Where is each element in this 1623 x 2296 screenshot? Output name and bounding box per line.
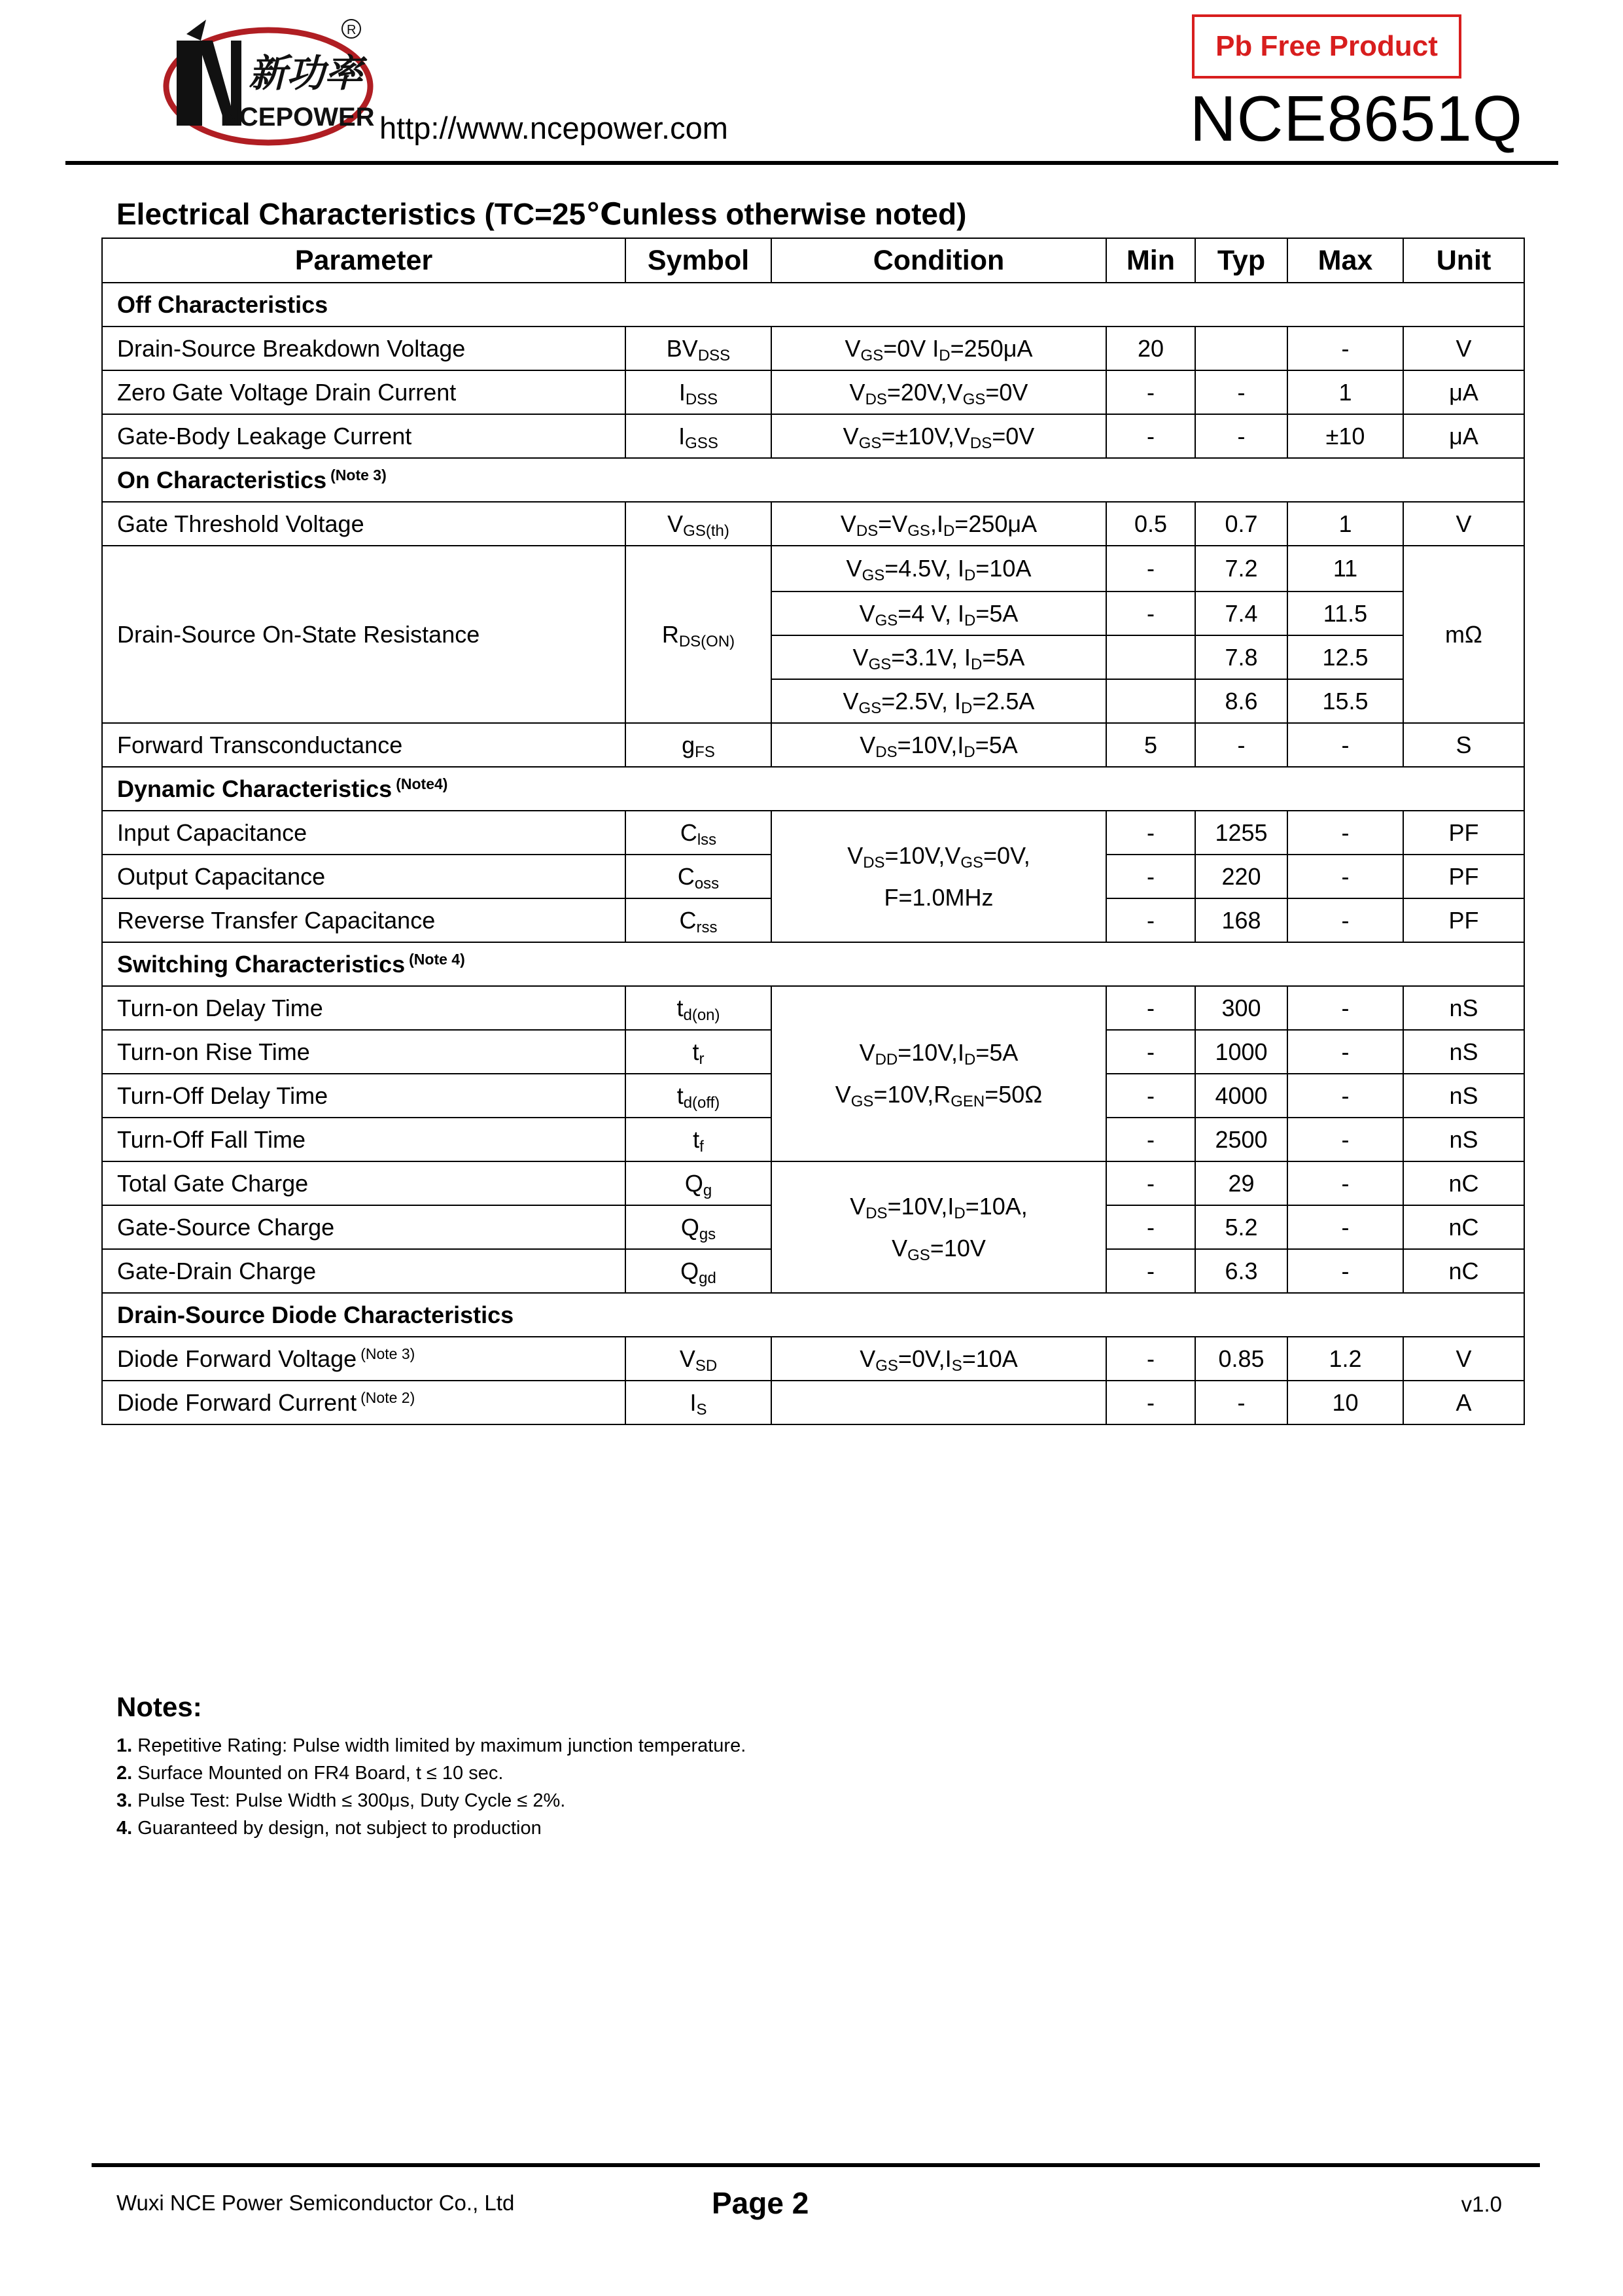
footer-page-number: Page 2 (712, 2186, 809, 2220)
condition-cell: $V_{DS}=20V,V_{GS}=0V$ (771, 370, 1106, 414)
table-row (102, 723, 1524, 767)
typ-cell: 5.2 (1195, 1205, 1287, 1249)
condition-cell: $V_{GS}=3.1V$, $I_D=5A$ (771, 635, 1106, 679)
param-cell: Turn-Off Delay Time (102, 1074, 625, 1118)
footer-version: v1.0 (1461, 2192, 1502, 2216)
typ-cell: 6.3 (1195, 1249, 1287, 1293)
header-parameter: Parameter (102, 238, 625, 283)
unit-cell: nS (1403, 986, 1524, 1030)
max-cell: 1.2 (1287, 1337, 1403, 1381)
condition-cell: $V_{DS}=10V,V_{GS}=0V$, F=1.0MHz (771, 811, 1106, 942)
table-row (102, 546, 1524, 592)
param-cell: Drain-Source Breakdown Voltage (102, 327, 625, 370)
min-cell: - (1106, 592, 1195, 635)
svg-text:NCEPOWER: NCEPOWER (220, 103, 375, 132)
section-note: (Note4) (396, 775, 448, 792)
min-cell: - (1106, 1249, 1195, 1293)
symbol-cell: $g_{FS}$ (625, 723, 771, 767)
min-cell: - (1106, 811, 1195, 855)
param-cell: Gate Threshold Voltage (102, 502, 625, 546)
max-cell: 11 (1287, 546, 1403, 592)
param-note: (Note 3) (360, 1345, 415, 1362)
unit-cell: nC (1403, 1161, 1524, 1205)
symbol-cell: $I_{DSS}$ (625, 370, 771, 414)
max-cell: - (1287, 811, 1403, 855)
max-cell: 1 (1287, 502, 1403, 546)
min-cell: 20 (1106, 327, 1195, 370)
min-cell: - (1106, 370, 1195, 414)
section-label: Dynamic Characteristics (117, 775, 393, 802)
max-cell: - (1287, 986, 1403, 1030)
typ-cell: 1000 (1195, 1030, 1287, 1074)
svg-text:新功率: 新功率 (249, 51, 363, 96)
min-cell: - (1106, 1381, 1195, 1424)
unit-cell: PF (1403, 811, 1524, 855)
symbol-cell: $I_S$ (625, 1381, 771, 1424)
param-note: (Note 2) (360, 1388, 415, 1406)
max-cell: 10 (1287, 1381, 1403, 1424)
param-cell: Turn-on Rise Time (102, 1030, 625, 1074)
symbol-cell: $I_{GSS}$ (625, 414, 771, 458)
website-url[interactable]: http://www.ncepower.com (379, 111, 728, 145)
typ-cell: 7.4 (1195, 592, 1287, 635)
table-row (102, 811, 1524, 855)
condition-cell: $V_{GS}=0V$ $I_D=250\mu A$ (771, 327, 1106, 370)
max-cell: - (1287, 723, 1403, 767)
condition-cell: $V_{DS}=10V,I_D=5A$ (771, 723, 1106, 767)
note-item: 2. Surface Mounted on FR4 Board, t ≤ 10 sec. (116, 1763, 504, 1784)
condition-cell: $V_{DS}=V_{GS},I_D=250\mu A$ (771, 502, 1106, 546)
min-cell: - (1106, 1030, 1195, 1074)
symbol-cell: $C_{rss}$ (625, 898, 771, 942)
symbol-cell: $Q_{gs}$ (625, 1205, 771, 1249)
section-row-diode (102, 1293, 1524, 1337)
section-row-on (102, 458, 1524, 502)
symbol-cell: $C_{oss}$ (625, 855, 771, 898)
table-row (102, 1337, 1524, 1381)
condition-cell: $V_{GS}=4$ V, $I_D=5A$ (771, 592, 1106, 635)
param-cell: Diode Forward Current $^{(Note 2)}$ (102, 1381, 625, 1424)
symbol-cell: $Q_{gd}$ (625, 1249, 771, 1293)
section-row-off (102, 283, 1524, 327)
condition-cell: $V_{DS}=10V,I_D=10A$, $V_{GS}=10V$ (771, 1161, 1106, 1293)
typ-cell: 0.85 (1195, 1337, 1287, 1381)
min-cell: - (1106, 855, 1195, 898)
note-item: 4. Guaranteed by design, not subject to production (116, 1818, 542, 1839)
min-cell: - (1106, 898, 1195, 942)
section-label: On Characteristics (117, 466, 327, 493)
unit-cell: nC (1403, 1249, 1524, 1293)
min-cell: - (1106, 1161, 1195, 1205)
svg-text:R: R (347, 23, 357, 37)
table-row (102, 986, 1524, 1030)
header-symbol: Symbol (625, 238, 771, 283)
typ-cell: 29 (1195, 1161, 1287, 1205)
min-cell: 5 (1106, 723, 1195, 767)
max-cell: - (1287, 1074, 1403, 1118)
unit-cell: S (1403, 723, 1524, 767)
param-cell: Gate-Drain Charge (102, 1249, 625, 1293)
param-cell: Total Gate Charge (102, 1161, 625, 1205)
unit-cell: PF (1403, 855, 1524, 898)
typ-cell: 168 (1195, 898, 1287, 942)
min-cell: - (1106, 1337, 1195, 1381)
min-cell: - (1106, 414, 1195, 458)
header-typ: Typ (1195, 238, 1287, 283)
symbol-cell: $BV_{DSS}$ (625, 327, 771, 370)
unit-cell: μA (1403, 370, 1524, 414)
header-max: Max (1287, 238, 1403, 283)
symbol-cell: $C_{lss}$ (625, 811, 771, 855)
max-cell: - (1287, 855, 1403, 898)
table-row (102, 1161, 1524, 1205)
unit-cell: V (1403, 502, 1524, 546)
ncepower-logo (160, 14, 376, 149)
symbol-cell: $t_{d(off)}$ (625, 1074, 771, 1118)
table-row (102, 327, 1524, 370)
part-number: NCE8651Q (1189, 82, 1523, 154)
section-title: Electrical Characteristics (TC=25℃unless otherwise noted) (116, 197, 967, 231)
unit-cell: nC (1403, 1205, 1524, 1249)
condition-cell: $V_{DD}=10V,I_D=5A$ $V_{GS}=10V,R_{GEN}=50\Omega$ (771, 986, 1106, 1161)
unit-cell: V (1403, 327, 1524, 370)
max-cell: - (1287, 1161, 1403, 1205)
typ-cell: 7.8 (1195, 635, 1287, 679)
typ-cell: 8.6 (1195, 679, 1287, 723)
typ-cell (1195, 327, 1287, 370)
max-cell: 11.5 (1287, 592, 1403, 635)
typ-cell: - (1195, 1381, 1287, 1424)
min-cell: - (1106, 986, 1195, 1030)
max-cell: 1 (1287, 370, 1403, 414)
param-cell: Diode Forward Voltage $^{(Note 3)}$ (102, 1337, 625, 1381)
section-row-dynamic (102, 767, 1524, 811)
typ-cell: 7.2 (1195, 546, 1287, 592)
symbol-cell: $V_{GS(th)}$ (625, 502, 771, 546)
header-divider (65, 161, 1558, 165)
min-cell: - (1106, 546, 1195, 592)
unit-cell: nS (1403, 1030, 1524, 1074)
note-item: 1. Repetitive Rating: Pulse width limited by maximum junction temperature. (116, 1735, 746, 1756)
param-cell: Output Capacitance (102, 855, 625, 898)
param-cell: Turn-on Delay Time (102, 986, 625, 1030)
typ-cell: - (1195, 414, 1287, 458)
unit-cell: A (1403, 1381, 1524, 1424)
unit-cell: nS (1403, 1118, 1524, 1161)
symbol-cell: $V_{SD}$ (625, 1337, 771, 1381)
symbol-cell: $R_{DS(ON)}$ (625, 546, 771, 723)
table-row (102, 370, 1524, 414)
typ-cell: 300 (1195, 986, 1287, 1030)
typ-cell: 220 (1195, 855, 1287, 898)
unit-cell: V (1403, 1337, 1524, 1381)
unit-cell: nS (1403, 1074, 1524, 1118)
section-note: (Note 4) (409, 950, 465, 968)
min-cell: - (1106, 1118, 1195, 1161)
min-cell (1106, 679, 1195, 723)
max-cell: - (1287, 1205, 1403, 1249)
notes-title: Notes: (116, 1691, 202, 1722)
condition-cell: $V_{GS}=4.5V$, $I_D=10A$ (771, 546, 1106, 592)
section-label: Drain-Source Diode Characteristics (117, 1301, 514, 1328)
typ-cell: 0.7 (1195, 502, 1287, 546)
symbol-cell: $Q_g$ (625, 1161, 771, 1205)
header-condition: Condition (771, 238, 1106, 283)
typ-cell: 4000 (1195, 1074, 1287, 1118)
typ-cell: - (1195, 723, 1287, 767)
param-cell: Gate-Body Leakage Current (102, 414, 625, 458)
max-cell: 15.5 (1287, 679, 1403, 723)
min-cell: 0.5 (1106, 502, 1195, 546)
typ-cell: - (1195, 370, 1287, 414)
header-min: Min (1106, 238, 1195, 283)
param-cell: Reverse Transfer Capacitance (102, 898, 625, 942)
section-row-switching (102, 942, 1524, 986)
symbol-cell: $t_{d(on)}$ (625, 986, 771, 1030)
param-cell: Input Capacitance (102, 811, 625, 855)
condition-cell: $V_{GS}=\pm 10V,V_{DS}=0V$ (771, 414, 1106, 458)
table-header-row (102, 238, 1524, 283)
table-row (102, 414, 1524, 458)
pb-free-badge: Pb Free Product (1192, 14, 1461, 79)
note-item: 3. Pulse Test: Pulse Width ≤ 300μs, Duty Cycle ≤ 2%. (116, 1790, 566, 1811)
section-label: Off Characteristics (117, 291, 328, 318)
min-cell (1106, 635, 1195, 679)
unit-cell: μA (1403, 414, 1524, 458)
max-cell: - (1287, 327, 1403, 370)
max-cell: ±10 (1287, 414, 1403, 458)
min-cell: - (1106, 1074, 1195, 1118)
footer-company: Wuxi NCE Power Semiconductor Co., Ltd (116, 2191, 515, 2215)
symbol-cell: $t_f$ (625, 1118, 771, 1161)
max-cell: - (1287, 1118, 1403, 1161)
param-cell: Drain-Source On-State Resistance (102, 546, 625, 723)
param-cell: Turn-Off Fall Time (102, 1118, 625, 1161)
max-cell: - (1287, 1030, 1403, 1074)
table-row (102, 1381, 1524, 1424)
electrical-characteristics-table (101, 238, 1525, 1425)
typ-cell: 2500 (1195, 1118, 1287, 1161)
min-cell: - (1106, 1205, 1195, 1249)
header-unit: Unit (1403, 238, 1524, 283)
table-row (102, 502, 1524, 546)
param-cell: Forward Transconductance (102, 723, 625, 767)
param-cell: Gate-Source Charge (102, 1205, 625, 1249)
unit-cell: mΩ (1403, 546, 1524, 723)
max-cell: 12.5 (1287, 635, 1403, 679)
condition-cell (771, 1381, 1106, 1424)
notes-list (116, 1732, 746, 1842)
unit-cell: PF (1403, 898, 1524, 942)
param-cell: Zero Gate Voltage Drain Current (102, 370, 625, 414)
max-cell: - (1287, 1249, 1403, 1293)
symbol-cell: $t_r$ (625, 1030, 771, 1074)
section-note: (Note 3) (330, 466, 387, 484)
footer-divider (92, 2163, 1540, 2167)
condition-cell: $V_{GS}=2.5V$, $I_D=2.5A$ (771, 679, 1106, 723)
max-cell: - (1287, 898, 1403, 942)
condition-cell: $V_{GS}=0V,I_S=10A$ (771, 1337, 1106, 1381)
typ-cell: 1255 (1195, 811, 1287, 855)
section-label: Switching Characteristics (117, 950, 406, 978)
